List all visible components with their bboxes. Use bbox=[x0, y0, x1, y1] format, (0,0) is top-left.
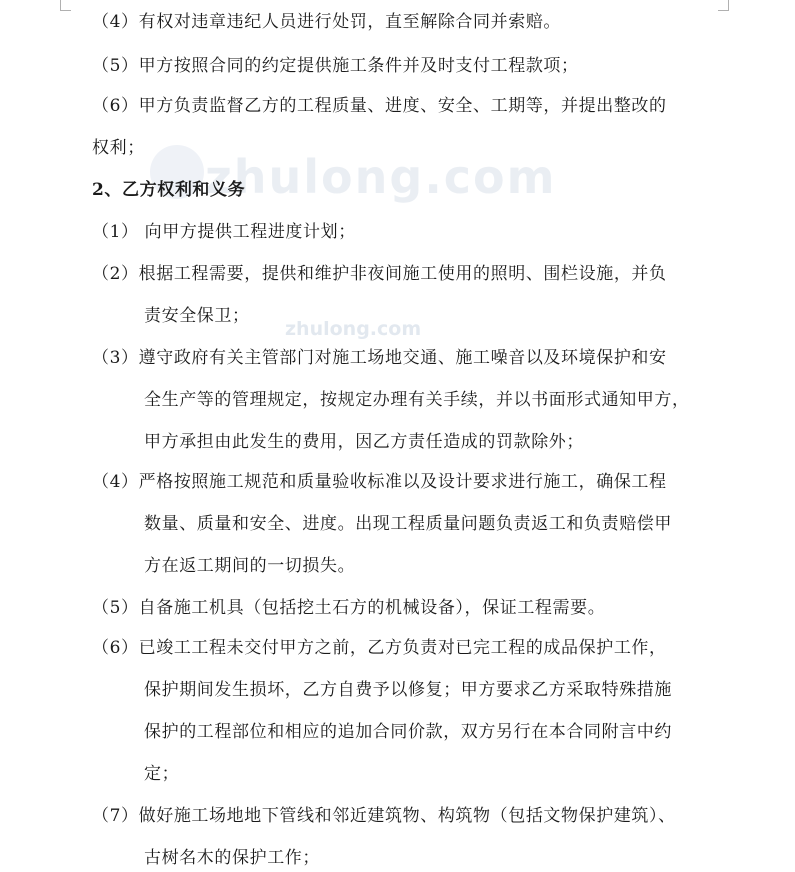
text-line: 甲方承担由此发生的费用，因乙方责任造成的罚款除外； bbox=[144, 432, 584, 452]
text-line: 保护期间发生损坏，乙方自费予以修复；甲方要求乙方采取特殊措施 bbox=[144, 680, 672, 700]
text-line: （5）甲方按照合同的约定提供施工条件并及时支付工程款项； bbox=[92, 56, 579, 76]
text-line: 全生产等的管理规定，按规定办理有关手续，并以书面形式通知甲方， bbox=[144, 390, 690, 410]
text-line: 权利； bbox=[92, 138, 145, 158]
text-line: 数量、质量和安全、进度。出现工程质量问题负责返工和负责赔偿甲 bbox=[144, 514, 672, 534]
text-line: （4）严格按照施工规范和质量验收标准以及设计要求进行施工，确保工程 bbox=[92, 472, 667, 492]
section-heading: 2、乙方权利和义务 bbox=[92, 180, 246, 200]
margin-corner-mark-left bbox=[60, 0, 71, 11]
text-line: （5）自备施工机具（包括挖土石方的机械设备），保证工程需要。 bbox=[92, 598, 606, 618]
text-line: （3）遵守政府有关主管部门对施工场地交通、施工噪音以及环境保护和安 bbox=[92, 348, 667, 368]
text-line: 方在返工期间的一切损失。 bbox=[144, 556, 356, 576]
watermark-text: zhulong.com bbox=[205, 150, 557, 204]
text-line: 定； bbox=[144, 764, 180, 784]
text-line: （6）已竣工工程未交付甲方之前，乙方负责对已完工程的成品保护工作， bbox=[92, 638, 667, 658]
watermark-text-small: zhulong.com bbox=[285, 318, 422, 340]
text-line: （6）甲方负责监督乙方的工程质量、进度、安全、工期等，并提出整改的 bbox=[92, 96, 667, 116]
text-line: （4）有权对违章违纪人员进行处罚，直至解除合同并索赔。 bbox=[92, 12, 562, 32]
text-line: 古树名木的保护工作； bbox=[144, 848, 320, 868]
text-line: （2）根据工程需要，提供和维护非夜间施工使用的照明、围栏设施，并负 bbox=[92, 264, 667, 284]
margin-corner-mark-right bbox=[718, 0, 729, 11]
text-line: （1） 向甲方提供工程进度计划； bbox=[92, 222, 356, 242]
text-line: 责安全保卫； bbox=[144, 306, 250, 326]
text-line: （7）做好施工场地地下管线和邻近建筑物、构筑物（包括文物保护建筑）、 bbox=[92, 806, 676, 826]
text-line: 保护的工程部位和相应的追加合同价款，双方另行在本合同附言中约 bbox=[144, 722, 672, 742]
